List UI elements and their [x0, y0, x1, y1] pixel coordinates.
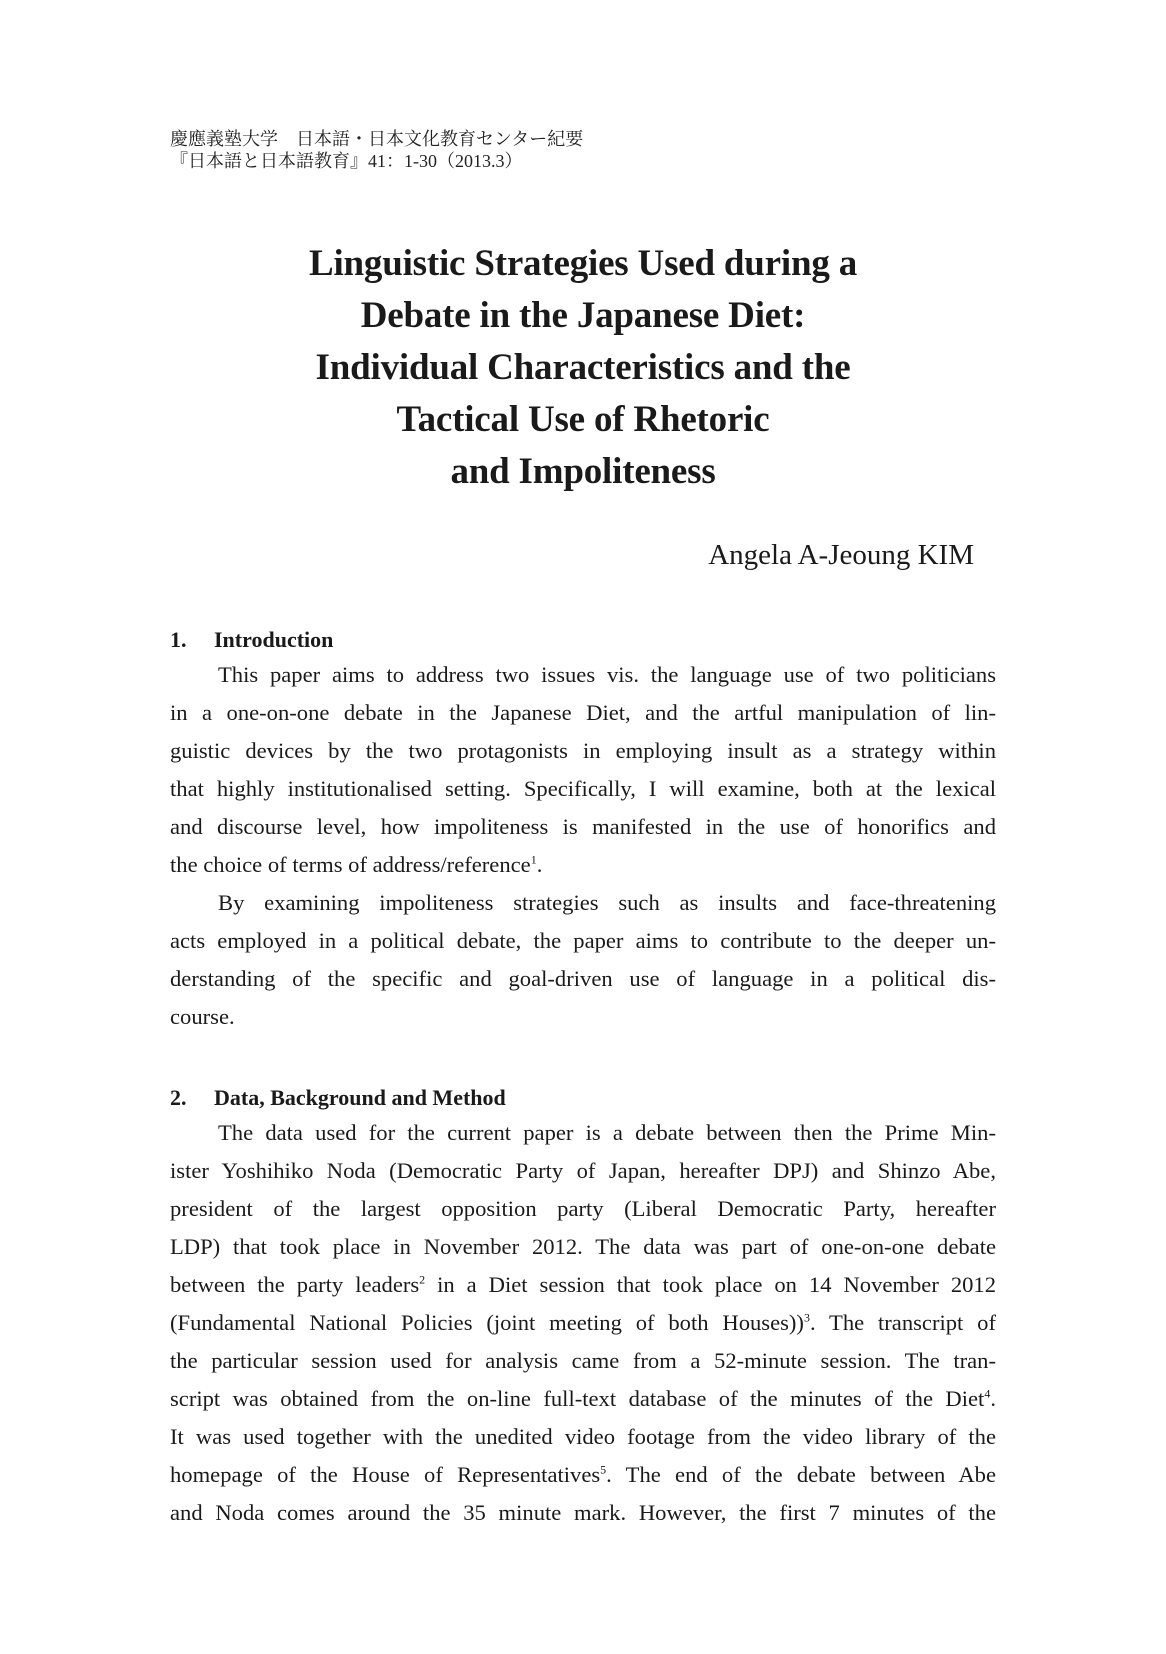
text-line: By examining impoliteness strategies such as insults and face-threatening: [218, 890, 996, 915]
section-title: Data, Background and Method: [214, 1085, 506, 1110]
section-heading-data-background-method: [170, 1084, 996, 1112]
text-line: The data used for the current paper is a debate between then the Prime Min-: [218, 1120, 996, 1145]
text-line: that highly institutionalised setting. Specifically, I will examine, both at the lexical: [170, 776, 996, 801]
text-line: LDP) that took place in November 2012. The data was part of one-on-one debate: [170, 1234, 996, 1259]
text-line: [170, 1380, 996, 1418]
text-segment: . The transcript of: [809, 1310, 996, 1335]
text-line: derstanding of the specific and goal-driven use of language in a political dis-: [170, 966, 996, 991]
text-segment: the choice of terms of address/reference: [170, 852, 531, 877]
paper-title: [170, 238, 996, 498]
author-name: Angela A-Jeoung KIM: [708, 539, 974, 571]
title-line: Linguistic Strategies Used during a: [308, 243, 858, 284]
text-line: [170, 846, 996, 884]
text-line: guistic devices by the two protagonists in employing insult as a strategy within: [170, 738, 996, 763]
journal-header: [170, 128, 996, 172]
title-line: Debate in the Japanese Diet:: [360, 295, 806, 336]
section-number: 2.: [170, 1085, 187, 1110]
title-line: Individual Characteristics and the: [315, 347, 851, 388]
paper-page: [170, 128, 996, 1532]
footnote-mark: 5: [600, 1462, 607, 1477]
text-segment: script was obtained from the on-line full-text database of the minutes of the Diet: [170, 1386, 985, 1411]
text-segment: . The end of the debate between Abe: [606, 1462, 996, 1487]
text-line: [170, 1304, 996, 1342]
text-line: [170, 1266, 996, 1304]
section-title: Introduction: [214, 627, 334, 652]
footnote-mark: 4: [984, 1386, 991, 1401]
text-line: ister Yoshihiko Noda (Democratic Party of Japan, hereafter DPJ) and Shinzo Abe,: [170, 1158, 996, 1183]
text-segment: homepage of the House of Representatives: [170, 1462, 601, 1487]
text-segment: (Fundamental National Policies (joint meeting of both Houses)): [170, 1310, 804, 1335]
footnote-mark: 3: [803, 1310, 810, 1325]
text-line: in a one-on-one debate in the Japanese Diet, and the artful manipulation of lin-: [170, 700, 996, 725]
paragraph: [170, 1114, 996, 1532]
text-segment: in a Diet session that took place on 14 November 2012: [425, 1272, 997, 1297]
title-line: and Impoliteness: [450, 451, 716, 492]
section-number: 1.: [170, 627, 187, 652]
text-line: acts employed in a political debate, the paper aims to contribute to the deeper un-: [170, 928, 996, 953]
text-line: It was used together with the unedited video footage from the video library of the: [170, 1424, 996, 1449]
text-line: the particular session used for analysis came from a 52-minute session. The tran-: [170, 1348, 996, 1373]
paragraph: [170, 884, 996, 1036]
text-segment: .: [990, 1386, 996, 1411]
paragraph: [170, 656, 996, 884]
section-heading-introduction: [170, 626, 996, 654]
footnote-mark: 2: [419, 1272, 426, 1287]
footnote-mark: 1: [530, 852, 537, 867]
text-segment: .: [536, 852, 543, 877]
journal-name: 慶應義塾大学 日本語・日本文化教育センター紀要: [170, 129, 584, 149]
text-line: [170, 1456, 996, 1494]
text-segment: between the party leaders: [170, 1272, 420, 1297]
text-line: course.: [170, 1004, 235, 1029]
text-line: This paper aims to address two issues vis. the language use of two politicians: [218, 662, 996, 687]
journal-citation: 『日本語と日本語教育』41：1-30（2013.3）: [170, 151, 523, 171]
text-line: and discourse level, how impoliteness is manifested in the use of honorifics and: [170, 814, 996, 839]
text-line: and Noda comes around the 35 minute mark. However, the first 7 minutes of the: [170, 1500, 996, 1525]
text-line: president of the largest opposition party (Liberal Democratic Party, hereafter: [170, 1196, 996, 1221]
title-line: Tactical Use of Rhetoric: [396, 399, 770, 440]
